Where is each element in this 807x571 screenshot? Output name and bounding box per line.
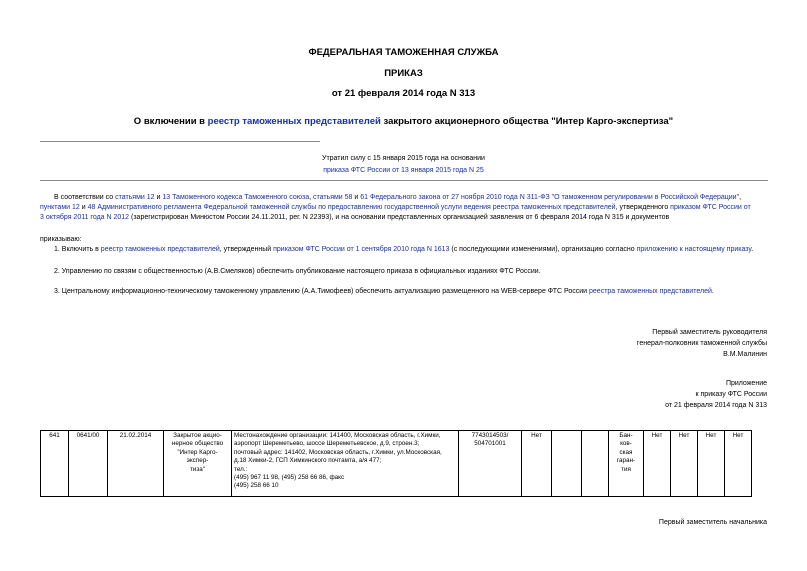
table-row [41,431,752,497]
link-customs-code[interactable]: 13 Таможенного кодекса Таможенного союза [162,194,310,201]
footer-signer: Первый заместитель начальника [658,519,767,526]
link-order-2012[interactable]: 3 октября 2011 года N 2012 [40,214,130,221]
signature-line-2: генерал-полковник таможенной службы [636,340,767,347]
divider-status [40,180,768,181]
item-3 [54,287,714,297]
item-text: 1. Включить в [54,246,101,253]
appendix-line-2: к приказу ФТС России [695,391,767,398]
link-federal-law[interactable]: 61 Федерального закона от 27 ноября 2010 года N 311-ФЗ "О таможенном регулировании в Российской Федерации" [360,194,740,201]
address-line: (495) 258 66 10 [234,482,279,490]
preamble-text: , [739,194,742,201]
preamble-text: и [352,194,361,201]
order-word: приказываю: [40,236,82,243]
preamble-text: и [79,204,88,211]
link-articles-12[interactable]: статьями 12 [115,194,155,201]
item-text: 3. Центральному информационно-техническому таможенному управлению (А.А.Тимофеев) обеспечить актуализацию размещенного на WEB-сервере ФТС России [54,288,590,295]
agency-title: ФЕДЕРАЛЬНАЯ ТАМОЖЕННАЯ СЛУЖБА [308,47,499,58]
cell-empty-2 [582,431,609,497]
cell-net-5: Нет [725,431,752,497]
link-registry[interactable]: реестр таможенных представителей [100,246,220,253]
doc-title [0,116,807,127]
preamble-text: , [309,194,313,201]
preamble-line-2 [40,203,751,213]
org-name-line: Закрытое акцио- [173,432,222,439]
cell-net-4: Нет [698,431,725,497]
address-line: тел.: [234,465,248,473]
cell-org-name [164,431,232,497]
address-line: аэропорт Шереметьево, шоссе Шереметьевское, д.9, строен.3; [234,440,420,448]
item-text: (с последующими изменениями), организацию согласно [449,246,637,253]
inn-line: 7743014503/ [471,432,509,439]
link-admin-regulation[interactable]: 48 Административного регламента Федеральной таможенной службы по предоставлению государственной услуги ведения реестра таможенных представителей [87,204,616,211]
item-text: , утвержденный [219,246,274,253]
cell-address [232,431,459,497]
link-order-1613[interactable]: приказом ФТС России от 1 сентября 2010 года N 1613 [273,246,450,253]
org-name-line: "Интер Карго- [177,448,218,456]
link-registry-2[interactable]: реестра таможенных представителей [589,288,712,295]
cell-net-3: Нет [671,431,698,497]
preamble-line-3 [40,213,669,223]
cell-net-2: Нет [644,431,671,497]
doc-date: от 21 февраля 2014 года N 313 [331,88,476,99]
cell-date: 21.02.2014 [108,431,164,497]
inn-line: 504701001 [474,440,506,448]
cell-guarantee [609,431,644,497]
link-points-12[interactable]: пунктами 12 [40,204,80,211]
cell-empty-1 [552,431,582,497]
signature-line-1: Первый заместитель руководителя [652,329,767,336]
appendix-line-1: Приложение [725,380,767,387]
title-registry-link[interactable]: реестр таможенных представителей [207,116,381,127]
appendix-line-3: от 21 февраля 2014 года N 313 [665,402,767,409]
cell-net-1: Нет [522,431,552,497]
status-line: Утратил силу с 15 января 2015 года на основании [322,155,485,162]
guarantee-line: ков- [620,440,632,448]
cell-num: 641 [41,431,69,497]
guarantee-line: тия [621,465,631,473]
title-part2: закрытого акционерного общества "Интер Карго-экспертиза" [380,116,674,127]
item-2: 2. Управлению по связям с общественностью (А.В.Смеляков) обеспечить опубликование настоящего приказа в официальных изданиях ФТС России. [54,268,541,275]
preamble-line-1 [54,193,741,203]
doc-type: ПРИКАЗ [384,68,423,79]
item-text: . [711,288,714,295]
repeal-order-link[interactable]: приказа ФТС России от 13 января 2015 года N 25 [323,167,484,174]
item-1 [54,245,753,255]
address-line: (495) 967 11 98, (495) 258 66 86, факс [234,474,345,482]
address-line: д.18 Химки-2, ГСП Химкинского почтамта, а/я 477; [234,457,382,465]
link-appendix[interactable]: приложению к настоящему приказу [636,246,752,253]
preamble-text: В соответствии со [54,194,116,201]
title-part1: О включении в [133,116,208,127]
cell-reg-num: 0641/00 [69,431,108,497]
signature-name: В.М.Малинин [723,351,767,358]
divider-top [40,141,320,142]
preamble-text: и [154,194,163,201]
org-name-line: экспер- [186,457,209,465]
preamble-text: , утвержденного [615,204,671,211]
address-line: почтовый адрес: 141402, Московская область, г.Химки, ул.Московская, [234,448,442,456]
guarantee-line: ская гаран- [616,448,636,465]
link-fts-order[interactable]: приказом ФТС России от [670,204,751,211]
registry-table [40,430,752,497]
cell-inn [459,431,522,497]
address-line: Местонахождение организации: 141400, Московская область, г.Химки, [234,432,441,439]
preamble-text: (зарегистрирован Минюстом России 24.11.2011, рег. N 22393), и на основании представленных организацией заявления от 6 февраля 2014 года N 315 и документов [129,214,670,221]
org-name-line: нерное общество [171,440,224,448]
guarantee-line: Бан- [619,432,633,439]
org-name-line: тиза" [189,465,206,473]
link-articles-58[interactable]: статьями 58 [312,194,353,201]
item-text: . [751,246,754,253]
